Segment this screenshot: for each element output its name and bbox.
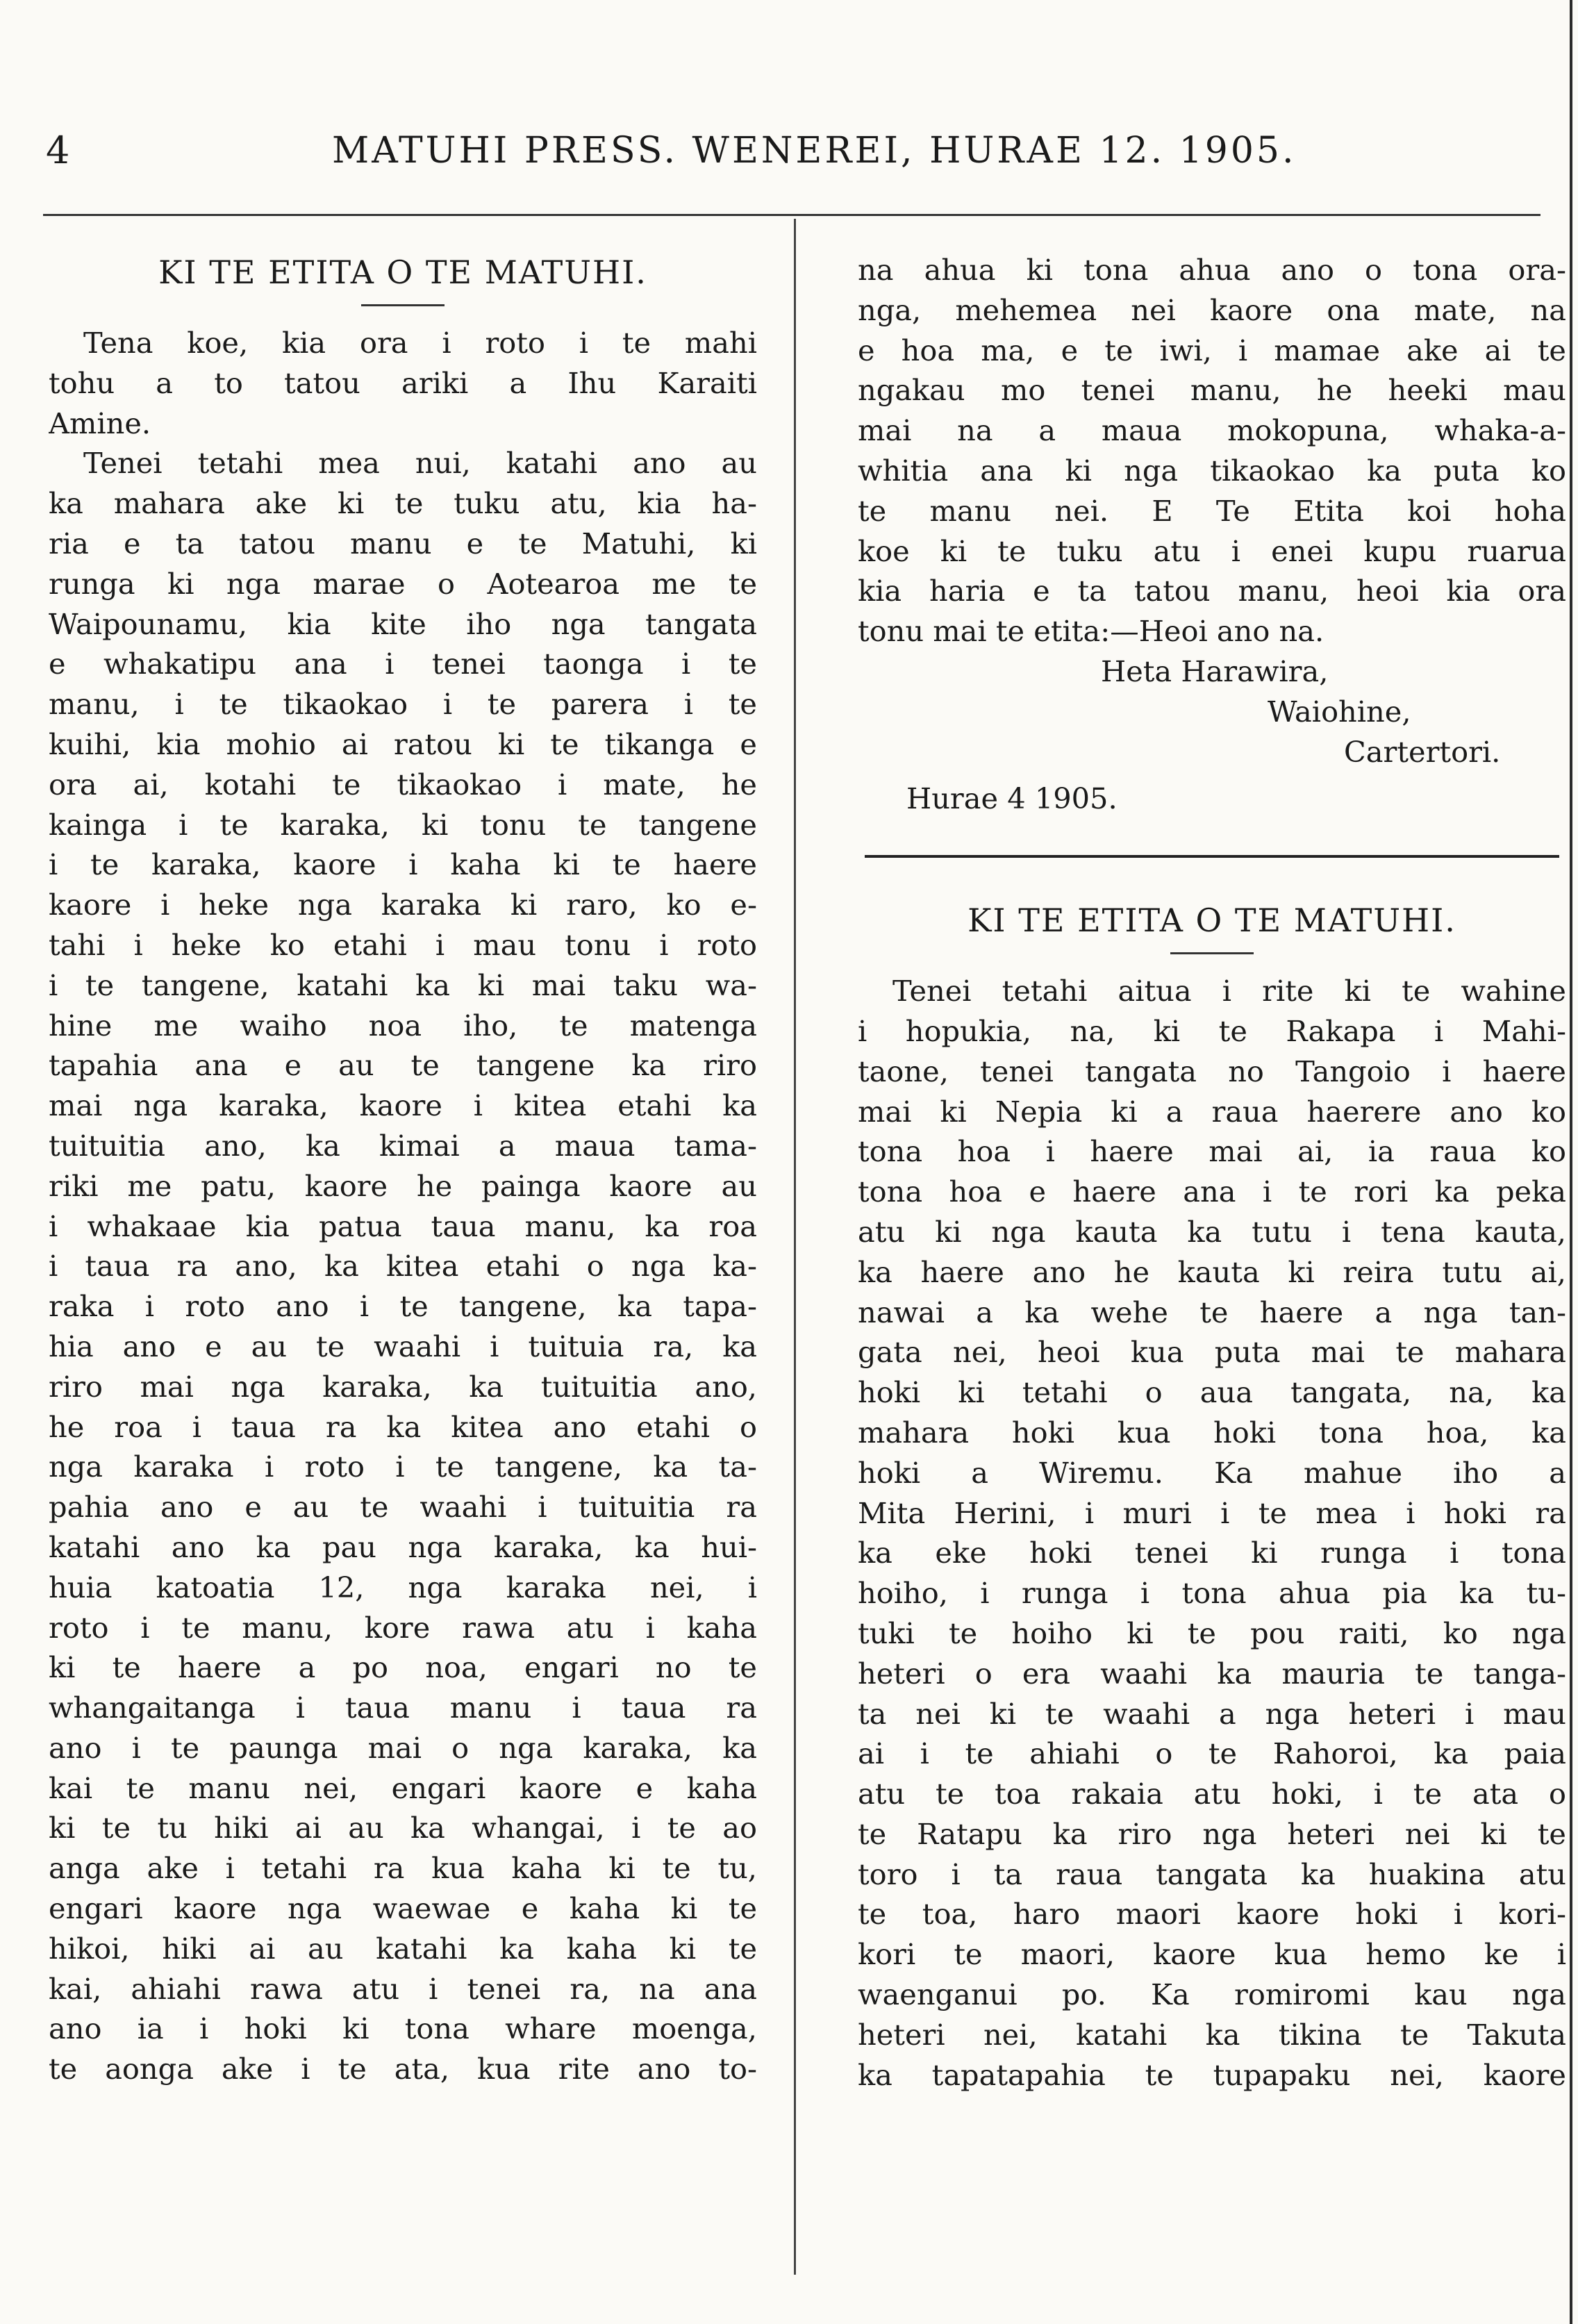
running-title: MATUHI PRESS. WENEREI, HURAE 12. 1905. <box>332 130 1297 172</box>
text-line: tona hoa e haere ana i te rori ka peka <box>858 1175 1566 1209</box>
text-line: i taua ra ano, ka kitea etahi o nga ka- <box>49 1249 757 1284</box>
text-line: runga ki nga marae o Aotearoa me te <box>49 566 757 601</box>
text-line: he roa i taua ra ka kitea ano etahi o <box>49 1409 757 1444</box>
signature-name: Heta Harawira, <box>1101 654 1329 688</box>
signature-place: Cartertori. <box>1344 734 1501 769</box>
letter2-heading: KI TE ETITA O TE MATUHI. <box>967 902 1456 940</box>
text-line: roto i te manu, kore rawa atu i kaha <box>49 1610 757 1645</box>
text-line: i te tangene, katahi ka ki mai taku wa- <box>49 968 757 1002</box>
text-line: riki me patu, kaore he painga kaore au <box>49 1168 757 1203</box>
text-line: ka haere ano he kauta ki reira tutu ai, <box>858 1254 1566 1289</box>
text-line: atu te toa rakaia atu hoki, i te ata o <box>858 1777 1566 1811</box>
letter1-body <box>49 323 757 2089</box>
text-line: Tenei tetahi aitua i rite ki te wahine <box>892 974 1566 1009</box>
text-line: ka tapatapahia te tupapaku nei, kaore <box>858 2057 1566 2092</box>
text-line: ka mahara ake ki te tuku atu, kia ha- <box>49 486 757 521</box>
text-line: ka eke hoki tenei ki runga i tona <box>858 1536 1566 1570</box>
text-line: i hopukia, na, ki te Rakapa i Mahi- <box>858 1013 1566 1048</box>
text-line: kia haria e ta tatou manu, heoi kia ora <box>858 574 1566 608</box>
text-line: na ahua ki tona ahua ano o tona ora- <box>858 253 1566 287</box>
text-line: Waipounamu, kia kite iho nga tangata <box>49 606 757 641</box>
text-line: te aonga ake i te ata, kua rite ano to- <box>49 2052 757 2086</box>
text-line: te toa, haro maori kaore hoki i kori- <box>858 1897 1566 1932</box>
text-line: manu, i te tikaokao i te parera i te <box>49 687 757 722</box>
text-line: tuituitia ano, ka kimai a maua tama- <box>49 1128 757 1163</box>
text-line: i whakaae kia patua taua manu, ka roa <box>49 1209 757 1243</box>
text-line: nga karaka i roto i te tangene, ka ta- <box>49 1450 757 1484</box>
text-line: hikoi, hiki ai au katahi ka kaha ki te <box>49 1931 757 1966</box>
text-line: tahi i heke ko etahi i mau tonu i roto <box>49 927 757 962</box>
text-line: kai, ahiahi rawa atu i tenei ra, na ana <box>49 1971 757 2006</box>
text-line: taone, tenei tangata no Tangoio i haere <box>858 1054 1566 1088</box>
text-line: ki te haere a po noa, engari no te <box>49 1650 757 1685</box>
text-line: whangaitanga i taua manu i taua ra <box>49 1691 757 1725</box>
letter2-body <box>858 971 1566 2095</box>
text-line: Amine. <box>49 406 151 440</box>
text-line: pahia ano e au te waahi i tuituitia ra <box>49 1490 757 1525</box>
text-line: kainga i te karaka, ki tonu te tangene <box>49 807 757 842</box>
text-line: riro mai nga karaka, ka tuituitia ano, <box>49 1369 757 1404</box>
text-line: huia katoatia 12, nga karaka nei, i <box>49 1570 757 1604</box>
text-line: Tena koe, kia ora i roto i te mahi <box>83 326 757 360</box>
letter1-heading: KI TE ETITA O TE MATUHI. <box>158 254 647 291</box>
text-line: gata nei, heoi kua puta mai te mahara <box>858 1335 1566 1370</box>
text-line: ria e ta tatou manu e te Matuhi, ki <box>49 526 757 561</box>
text-line: hia ano e au te waahi i tuituia ra, ka <box>49 1329 757 1363</box>
left-column <box>49 250 757 2089</box>
text-line: ngakau mo tenei manu, he heeki mau <box>858 373 1566 408</box>
header-rule <box>43 214 1540 216</box>
text-line: heteri o era waahi ka mauria te tanga- <box>858 1656 1566 1691</box>
text-line: kuihi, kia mohio ai ratou ki te tikanga e <box>49 727 757 761</box>
text-line: Mita Herini, i muri i te mea i hoki ra <box>858 1495 1566 1530</box>
text-line: ki te tu hiki ai au ka whangai, i te ao <box>49 1811 757 1845</box>
text-line: mai na a maua mokopuna, whaka-a- <box>858 413 1566 448</box>
text-line: te manu nei. E Te Etita koi hoha <box>858 493 1566 528</box>
text-line: e hoa ma, e te iwi, i mamae ake ai te <box>858 333 1566 367</box>
text-line: anga ake i tetahi ra kua kaha ki te tu, <box>49 1851 757 1886</box>
text-line: ai i te ahiahi o te Rahoroi, ka paia <box>858 1736 1566 1771</box>
text-line: mahara hoki kua hoki tona hoa, ka <box>858 1415 1566 1450</box>
text-line: nga, mehemea nei kaore ona mate, na <box>858 292 1566 327</box>
text-line: i te karaka, kaore i kaha ki te haere <box>49 847 757 882</box>
text-line: tona hoa i haere mai ai, ia raua ko <box>858 1134 1566 1169</box>
text-line: kori te maori, kaore kua hemo ke i <box>858 1937 1566 1972</box>
letter1-continued <box>858 250 1566 651</box>
page-number: 4 <box>46 128 70 172</box>
text-line: e whakatipu ana i tenei taonga i te <box>49 647 757 681</box>
text-line: atu ki nga kauta ka tutu i tena kauta, <box>858 1214 1566 1249</box>
heading-rule <box>361 304 445 306</box>
text-line: tapahia ana e au te tangene ka riro <box>49 1048 757 1083</box>
text-line: ano ia i hoki ki tona whare moenga, <box>49 2011 757 2046</box>
text-line: toro i ta raua tangata ka huakina atu <box>858 1857 1566 1891</box>
text-line: kai te manu nei, engari kaore e kaha <box>49 1770 757 1805</box>
text-line: hoki a Wiremu. Ka mahue iho a <box>858 1455 1566 1490</box>
column-divider <box>794 219 796 2275</box>
text-line: katahi ano ka pau nga karaka, ka hui- <box>49 1529 757 1564</box>
text-line: kaore i heke nga karaka ki raro, ko e- <box>49 888 757 922</box>
text-line: tuki te hoiho ki te pou raiti, ko nga <box>858 1616 1566 1650</box>
text-line: hoki ki tetahi o aua tangata, na, ka <box>858 1375 1566 1410</box>
text-line: nawai a ka wehe te haere a nga tan- <box>858 1295 1566 1329</box>
running-head <box>0 128 1578 177</box>
text-line: waenganui po. Ka romiromi kau nga <box>858 1977 1566 2012</box>
text-line: te Ratapu ka riro nga heteri nei ki te <box>858 1816 1566 1851</box>
heading-rule <box>1170 952 1254 954</box>
text-line: ano i te paunga mai o nga karaka, ka <box>49 1730 757 1765</box>
text-line: heteri nei, katahi ka tikina te Takuta <box>858 2017 1566 2052</box>
text-line: whitia ana ki nga tikaokao ka puta ko <box>858 453 1566 488</box>
text-line: hine me waiho noa iho, te matenga <box>49 1008 757 1043</box>
section-rule <box>865 855 1559 858</box>
text-line: raka i roto ano i te tangene, ka tapa- <box>49 1289 757 1324</box>
text-line: ta nei ki te waahi a nga heteri i mau <box>858 1696 1566 1731</box>
page-edge-shadow <box>1570 0 1572 2324</box>
text-line: mai nga karaka, kaore i kitea etahi ka <box>49 1088 757 1123</box>
text-line: Tenei tetahi mea nui, katahi ano au <box>83 446 757 481</box>
text-line: mai ki Nepia ki a raua haerere ano ko <box>858 1094 1566 1129</box>
text-line: koe ki te tuku atu i enei kupu ruarua <box>858 533 1566 568</box>
text-line: tohu a to tatou ariki a Ihu Karaiti <box>49 365 757 400</box>
signature-place: Waiohine, <box>1268 694 1411 729</box>
text-line: hoiho, i runga i tona ahua pia ka tu- <box>858 1576 1566 1611</box>
text-line: tonu mai te etita:—Heoi ano na. <box>858 614 1324 649</box>
letter-date: Hurae 4 1905. <box>906 781 1118 816</box>
text-line: engari kaore nga waewae e kaha ki te <box>49 1891 757 1926</box>
text-line: ora ai, kotahi te tikaokao i mate, he <box>49 767 757 802</box>
right-column <box>858 250 1566 2095</box>
